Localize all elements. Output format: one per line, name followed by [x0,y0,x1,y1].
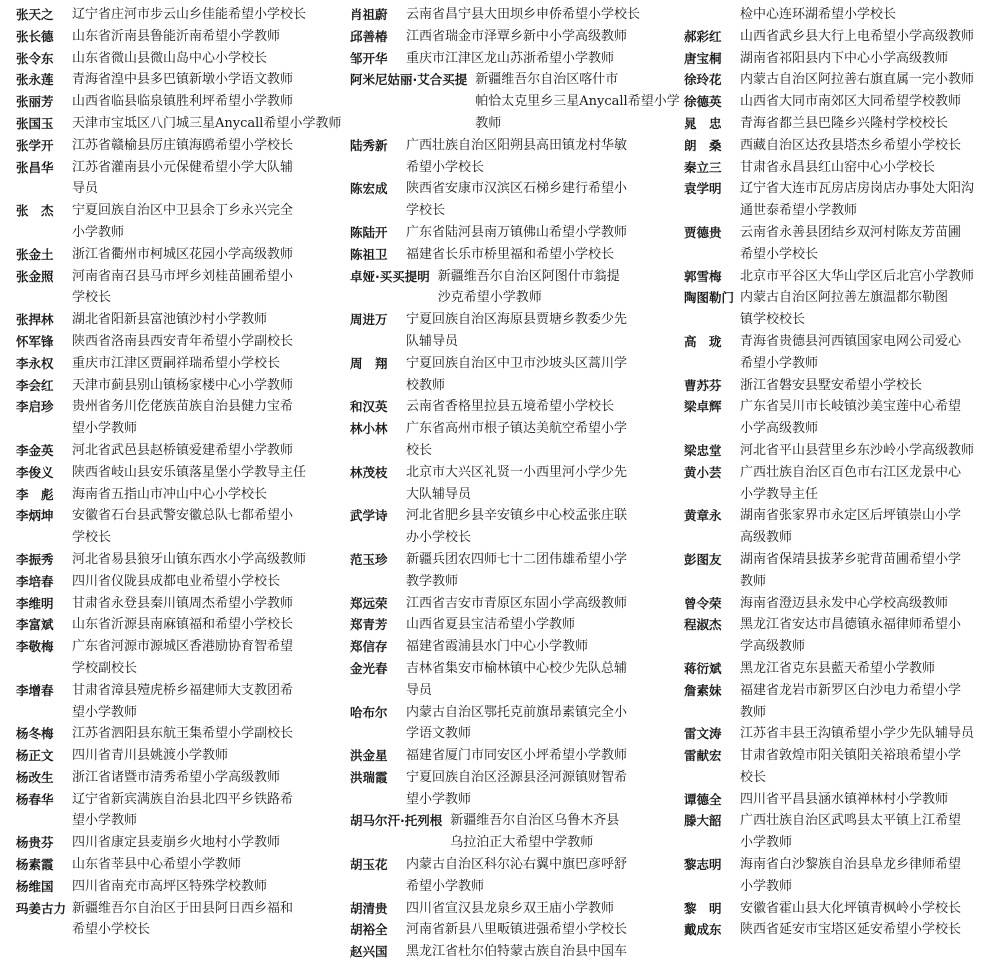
person-name: 徐玲花 [684,72,722,88]
person-description: 云南省昌宁县大田坝乡申侨希望小学校长 [406,7,641,22]
column-middle [350,4,680,963]
person-description: 甘肃省漳县殪虎桥乡福建师大支教团希 望小学教师 [72,682,294,720]
list-item [16,462,346,484]
list-item [684,287,996,331]
person-name: 李 彪 [16,486,54,502]
person-description: 广西壮族自治区武鸣县太平镇上江希望 小学教师 [740,813,962,851]
person-description: 四川省宣汉县龙泉乡双王庙小学教师 [406,900,615,916]
list-item [16,26,346,48]
list-item [684,810,996,854]
list-item [16,593,346,615]
list-item [684,898,996,920]
list-item [684,4,996,26]
list-item [350,854,680,898]
person-description: 云南省香格里拉县五境希望小学校长 [406,399,615,415]
person-name: 程淑杰 [684,617,722,633]
list-item [684,375,996,397]
person-description: 天津市宝坻区八门城三星Anycall希望小学教师 [72,115,342,131]
list-item [16,505,346,549]
list-item [684,462,996,506]
person-description: 江苏省赣榆县厉庄镇海鸥希望小学校长 [72,137,294,153]
person-name: 陈陆开 [350,224,388,240]
person-name: 周 翔 [350,355,388,371]
person-description: 湖南省张家界市永定区后坪镇崇山小学 高级教师 [740,508,962,546]
person-description: 吉林省集安市榆林镇中心校少先队总辅 导员 [406,660,628,698]
person-name: 梁忠堂 [684,442,722,458]
list-item [16,309,346,331]
person-name: 杨贵芬 [16,835,54,851]
person-name: 郝彩红 [684,28,722,44]
person-name: 郑青芳 [350,617,388,633]
list-item [684,723,996,745]
person-name: 陆秀新 [350,137,388,153]
person-description: 湖南省祁阳县内下中心小学高级教师 [740,50,949,66]
list-item [350,418,680,462]
person-name: 哈布尔 [350,704,388,720]
list-item [684,680,996,724]
list-item [684,69,996,91]
person-name: 梁卓辉 [684,399,722,415]
person-name: 张天之 [16,7,54,22]
person-description: 海南省白沙黎族自治县阜龙乡律师希望 小学教师 [740,857,962,894]
list-item [16,745,346,767]
person-name: 玛姜古力 [16,900,67,916]
person-name: 李永权 [16,355,54,371]
person-description: 山东省微山县微山岛中心小学校长 [72,50,268,66]
list-item [684,789,996,811]
list-item [16,571,346,593]
list-item [16,375,346,397]
person-description: 河南省新县八里畈镇进强希望小学校长 [406,922,628,938]
list-item [350,658,680,702]
person-name: 卓娅·买买提明 [350,268,430,284]
person-name: 赵兴国 [350,944,388,960]
list-item [350,898,680,920]
person-name: 张令东 [16,50,54,66]
person-description: 内蒙古自治区阿拉善左旗温都尔勒图 镇学校校长 [740,290,949,328]
list-item [16,113,346,135]
person-description: 浙江省磐安县墅安希望小学校长 [740,377,923,393]
list-item [16,69,346,91]
person-description: 重庆市江津区贾嗣祥瑞希望小学校长 [72,355,281,371]
person-description: 广西壮族自治区百色市右江区龙景中心 小学教导主任 [740,464,962,502]
person-name: 曹苏芬 [684,377,722,393]
person-description: 黑龙江省安达市昌德镇永福律师希望小 学高级教师 [740,617,962,655]
person-description: 江西省瑞金市泽覃乡新中小学高级教师 [406,28,628,44]
person-description: 宁夏回族自治区海原县贾塘乡教委少先 队辅导员 [406,312,628,349]
person-description: 天津市蓟县别山镇杨家楼中心小学教师 [72,377,294,393]
person-name: 胡玉花 [350,857,388,873]
list-item [350,636,680,658]
person-name: 张 杰 [16,203,54,219]
person-name: 林茂枝 [350,464,388,480]
person-name: 李炳坤 [16,508,54,524]
person-description: 甘肃省敦煌市阳关镇阳关裕琅希望小学 校长 [740,748,962,785]
list-item [16,266,346,310]
person-name: 杨维国 [16,878,54,894]
person-description: 陕西省安康市汉滨区石梯乡建行希望小 学校长 [406,181,628,219]
person-description: 海南省五指山市冲山中心小学校长 [72,486,268,502]
list-item [16,331,346,353]
person-description: 新疆维吾尔自治区喀什市 帕恰太克里乡三星Anycall希望小学教师 [475,72,680,131]
list-item [16,789,346,833]
person-name: 陶图勒门 [684,290,735,306]
person-description: 河北省武邑县赵桥镇爱建希望小学教师 [72,442,294,458]
person-description: 山西省大同市南郊区大同希望学校教师 [740,94,962,110]
person-description: 陕西省洛南县西安青年希望小学副校长 [72,333,294,349]
person-description: 广西壮族自治区阳朔县高田镇龙村华敏 希望小学校长 [406,137,628,175]
person-description: 山西省武乡县大行上电希望小学高级教师 [740,28,975,44]
person-name: 郑远荣 [350,595,388,611]
person-description: 江苏省泗阳县东航王集希望小学副校长 [72,726,294,742]
person-name: 胡清贵 [350,900,388,916]
person-description: 宁夏回族自治区中卫县余丁乡永兴完全 小学教师 [72,203,294,240]
list-item [16,4,346,26]
list-item [350,810,680,854]
person-description: 甘肃省永昌县红山窑中心小学校长 [740,159,936,175]
person-name: 李培春 [16,573,54,589]
list-item [684,549,996,593]
list-item [684,91,996,113]
person-name: 张昌华 [16,159,54,175]
person-description: 福建省厦门市同安区小坪希望小学教师 [406,748,628,764]
list-item [16,484,346,506]
list-item [684,331,996,375]
list-item [16,200,346,244]
list-item [684,440,996,462]
person-name: 杨正文 [16,748,54,764]
person-description: 福建省长乐市桥里福和希望小学校长 [406,246,615,262]
person-name: 曾令荣 [684,595,722,611]
list-item [16,832,346,854]
person-name: 滕大韶 [684,813,722,829]
person-description: 陕西省延安市宝塔区延安希望小学校长 [740,922,962,938]
person-description: 河北省平山县营里乡东沙岭小学高级教师 [740,442,975,458]
person-name: 范玉珍 [350,551,388,567]
person-name: 高 珑 [684,333,722,349]
column-right [684,4,996,941]
list-item [684,658,996,680]
person-description: 内蒙古自治区阿拉善右旗直属一完小教师 [740,72,975,88]
person-description: 甘肃省永登县秦川镇周杰希望小学教师 [72,595,294,611]
person-name: 贾德贵 [684,224,722,240]
person-description: 重庆市江津区龙山苏浙希望小学教师 [406,50,615,66]
person-name: 李振秀 [16,551,54,567]
list-item [350,222,680,244]
person-name: 金光春 [350,660,388,676]
person-description: 江西省吉安市青原区东固小学高级教师 [406,595,628,611]
person-name: 李会红 [16,377,54,393]
person-name: 阿米尼姑丽·艾合买提 [350,72,468,88]
list-item [350,549,680,593]
list-item [350,26,680,48]
list-item [350,244,680,266]
list-item [16,48,346,70]
person-description: 海南省澄迈县永发中心学校高级教师 [740,595,949,611]
person-description: 山东省沂南县鲁能沂南希望小学教师 [72,28,281,44]
person-description: 青海省贵德县河西镇国家电网公司爱心 希望小学教师 [740,333,962,371]
list-item [16,244,346,266]
person-description: 新疆维吾尔自治区乌鲁木齐县 乌拉泊正大希望中学教师 [450,813,620,851]
list-item [350,614,680,636]
person-description: 宁夏回族自治区泾源县泾河源镇财智希 望小学教师 [406,769,628,807]
list-item [350,135,680,179]
person-description: 福建省霞浦县水门中心小学教师 [406,639,589,655]
person-name: 黎 明 [684,900,722,916]
person-description: 辽宁省庄河市步云山乡佳能希望小学校长 [72,7,307,22]
list-item [684,135,996,157]
person-description: 云南省永善县团结乡双河村陈友芳苗圃 希望小学校长 [740,224,962,262]
person-description: 湖北省阳新县富池镇沙村小学教师 [72,312,268,328]
person-name: 黄小芸 [684,464,722,480]
person-description: 辽宁省新宾满族自治县北四平乡铁路希 望小学教师 [72,791,294,829]
person-description: 安徽省石台县武警安徽总队七都希望小 学校长 [72,508,294,546]
list-item [684,614,996,658]
person-name: 李敬梅 [16,639,54,655]
person-name: 袁学明 [684,181,722,197]
list-item [350,505,680,549]
person-description: 湖南省保靖县拔茅乡驼背苗圃希望小学 教师 [740,551,962,589]
list-item [350,309,680,353]
person-name: 陈宏成 [350,181,388,197]
person-description: 新疆维吾尔自治区于田县阿日西乡福和 希望小学校长 [72,900,294,938]
person-name: 怀军锋 [16,333,54,349]
list-item [684,222,996,266]
person-name: 武学诗 [350,508,388,524]
person-description: 四川省康定县麦崩乡火地村小学教师 [72,835,281,851]
list-item [350,69,680,134]
person-name: 和汉英 [350,399,388,415]
person-name: 蒋衍斌 [684,660,722,676]
person-description: 广东省吴川市长岐镇沙美宝莲中心希望 小学高级教师 [740,399,962,437]
person-name: 黎志明 [684,857,722,873]
person-name: 张永莲 [16,72,54,88]
list-item [350,593,680,615]
person-description: 四川省平昌县涵水镇禅林村小学教师 [740,791,949,807]
person-description: 广东省河源市源城区香港励协育智希望 学校副校长 [72,639,294,676]
person-name: 邹开华 [350,50,388,66]
person-name: 杨改生 [16,769,54,785]
list-item [350,745,680,767]
list-item [350,266,680,310]
list-item [350,48,680,70]
person-description: 河南省南召县马市坪乡刘桂苗圃希望小 学校长 [72,268,294,306]
person-description: 河北省易县狼牙山镇东西水小学高级教师 [72,551,307,567]
person-name: 胡裕全 [350,922,388,938]
person-name: 晁 忠 [684,115,722,131]
person-name: 徐德英 [684,94,722,110]
person-description: 新疆兵团农四师七十二团伟雄希望小学 教学教师 [406,551,628,589]
list-item [350,462,680,506]
person-name: 张丽芳 [16,94,54,110]
person-description: 西藏自治区达孜县塔杰乡希望小学校长 [740,137,962,153]
person-name: 周进万 [350,312,388,328]
person-description: 山东省莘县中心希望小学教师 [72,857,242,873]
list-item [16,135,346,157]
person-description: 四川省仪陇县成都电业希望小学校长 [72,573,281,589]
person-name: 李富斌 [16,617,54,633]
person-name: 杨春华 [16,791,54,807]
person-description: 陕西省岐山县安乐镇落星堡小学教导主任 [72,464,307,480]
person-description: 内蒙古自治区科尔沁右翼中旗巴彦呼舒 希望小学教师 [406,857,628,894]
list-item [350,702,680,746]
person-description: 检中心连环湖希望小学校长 [740,7,897,22]
list-item [350,396,680,418]
list-item [16,440,346,462]
person-description: 内蒙古自治区鄂托克前旗昂素镇完全小 学语文教师 [406,704,628,742]
list-item [350,941,680,963]
column-left [16,4,346,941]
person-name: 郑信存 [350,639,388,655]
person-name: 张金土 [16,246,54,262]
list-item [16,767,346,789]
person-description: 山西省临县临泉镇胜利坪希望小学教师 [72,94,294,110]
person-description: 浙江省衢州市柯城区花园小学高级教师 [72,246,294,262]
person-description: 黑龙江省克东县藍天希望小学教师 [740,660,936,676]
person-name: 李维明 [16,595,54,611]
person-name: 张金照 [16,268,54,284]
person-name: 张长德 [16,28,54,44]
list-item [350,353,680,397]
person-name: 秦立三 [684,159,722,175]
person-description: 福建省龙岩市新罗区白沙电力希望小学 教师 [740,682,962,720]
person-name: 邱善椿 [350,28,388,44]
person-name: 戴成东 [684,922,722,938]
list-item [684,48,996,70]
list-item [16,549,346,571]
list-item [684,26,996,48]
person-description: 河北省肥乡县辛安镇乡中心校孟张庄联 办小学校长 [406,508,628,546]
list-item [16,636,346,680]
list-item [684,745,996,789]
list-item [16,91,346,113]
person-description: 广东省高州市根子镇达美航空希望小学 校长 [406,421,628,458]
person-description: 山东省沂源县南麻镇福和希望小学校长 [72,617,294,633]
person-description: 安徽省霍山县大化坪镇青枫岭小学校长 [740,900,962,916]
list-item [684,854,996,898]
person-description: 黑龙江省杜尔伯特蒙古族自治县中国车 [406,944,628,960]
person-description: 山西省夏县宝洁希望小学教师 [406,617,576,633]
person-name: 彭图友 [684,551,722,567]
list-item [16,396,346,440]
person-name: 杨冬梅 [16,726,54,742]
list-item [16,723,346,745]
list-item [16,854,346,876]
list-item [684,593,996,615]
person-description: 江苏省灌南县小元保健希望小学大队辅 导员 [72,159,294,197]
person-description: 浙江省诸暨市清秀希望小学高级教师 [72,769,281,785]
person-description: 江苏省丰县王沟镇希望小学少先队辅导员 [740,726,975,742]
person-name: 张学开 [16,137,54,153]
person-name: 李启珍 [16,399,54,415]
person-name: 洪金星 [350,748,388,764]
person-name: 李增春 [16,682,54,698]
list-item [350,919,680,941]
person-name: 张国玉 [16,115,54,131]
person-description: 四川省青川县姚渡小学教师 [72,748,229,764]
person-name: 李金英 [16,442,54,458]
person-name: 张捍林 [16,312,54,328]
person-description: 新疆维吾尔自治区阿图什市翁提 沙克希望小学教师 [437,268,620,306]
person-name: 李俊义 [16,464,54,480]
person-description: 贵州省务川仡佬族苗族自治县健力宝希 望小学教师 [72,399,294,437]
list-item [684,266,996,288]
list-item [16,157,346,201]
person-name: 郭雪梅 [684,268,722,284]
list-item [684,157,996,179]
list-item [350,4,680,26]
person-description: 北京市大兴区礼贤一小西里河小学少先 大队辅导员 [406,464,628,502]
person-name: 肖祖蔚 [350,7,388,22]
list-item [16,353,346,375]
person-name: 林小林 [350,421,388,437]
list-item [16,614,346,636]
person-name: 詹素妹 [684,682,722,698]
list-item [684,505,996,549]
person-description: 青海省都兰县巴隆乡兴隆村学校校长 [740,115,949,131]
person-name: 雷文涛 [684,726,722,742]
list-item [684,919,996,941]
list-item [350,767,680,811]
person-name: 唐宝桐 [684,50,722,66]
person-name: 洪瑞霞 [350,769,388,785]
list-item [684,113,996,135]
person-name: 朗 桑 [684,137,722,153]
person-description: 青海省湟中县多巴镇新墩小学语文教师 [72,72,294,88]
list-item [350,178,680,222]
list-item [16,876,346,898]
person-description: 四川省南充市高坪区特殊学校教师 [72,878,268,894]
person-description: 宁夏回族自治区中卫市沙坡头区蒿川学 校教师 [406,355,628,393]
person-description: 北京市平谷区大华山学区后北宫小学教师 [740,268,975,284]
person-name: 雷献宏 [684,748,722,764]
list-item [16,898,346,942]
list-item [684,178,996,222]
person-name: 陈祖卫 [350,246,388,262]
person-description: 广东省陆河县南万镇佛山希望小学教师 [406,224,628,240]
list-item [16,680,346,724]
person-name: 胡马尔汗·托列根 [350,813,443,829]
person-name: 杨素霞 [16,857,54,873]
list-item [684,396,996,440]
person-name: 谭德全 [684,791,722,807]
person-name: 黄章永 [684,508,722,524]
person-description: 辽宁省大连市瓦房店房岗店办事处大阳沟 通世泰希望小学教师 [740,181,975,219]
